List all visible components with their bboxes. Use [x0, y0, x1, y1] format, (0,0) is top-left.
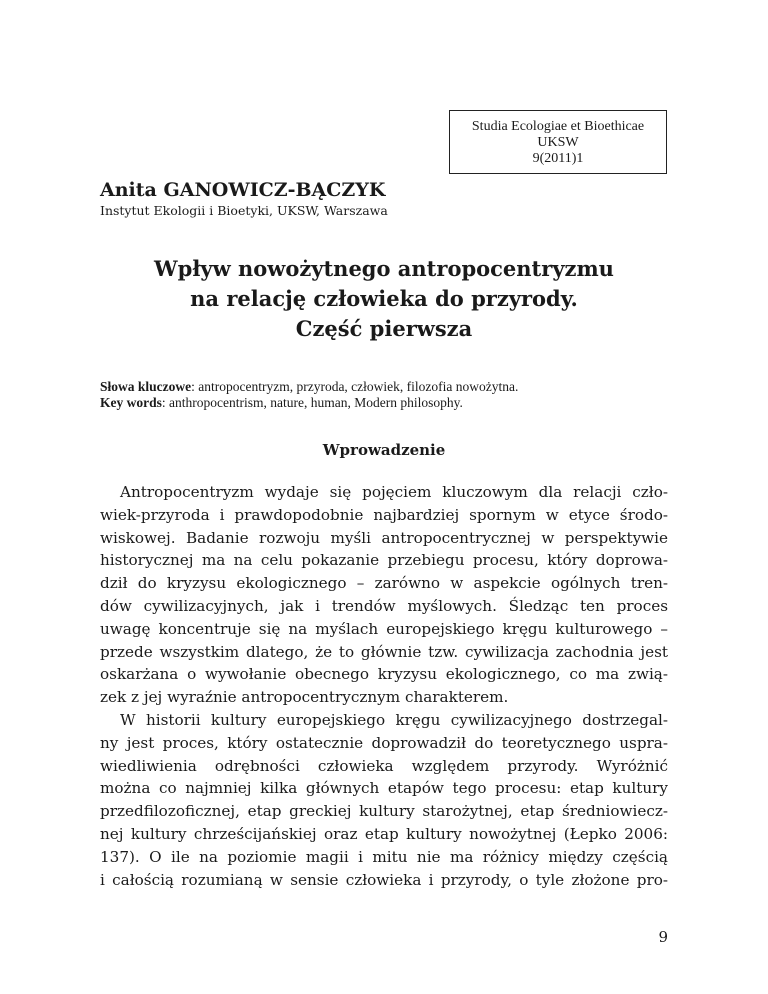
- keywords-polish-text: : antropocentryzm, przyroda, człowiek, filozofia nowożytna.: [191, 379, 519, 394]
- body-text: [100, 481, 668, 891]
- title-line-3: Część pierwsza: [295, 316, 473, 341]
- body-line: wiedliwienia odrębności człowieka względem przyrody. Wyróżnić: [100, 756, 668, 775]
- body-line: Antropocentryzm wydaje się pojęciem kluczowym dla relacji czło-: [120, 483, 668, 501]
- journal-publisher: UKSW: [537, 135, 579, 150]
- keywords-block: [100, 379, 518, 411]
- keywords-polish-label: Słowa kluczowe: [100, 379, 192, 394]
- body-line: 137). O ile na poziomie magii i mitu nie ma różnicy między częścią: [100, 847, 668, 866]
- body-line: nej kultury chrześcijańskiej oraz etap kultury nowożytnej (Łepko 2006:: [100, 824, 668, 843]
- body-line: wiek-przyroda i prawdopodobnie najbardziej spornym w etyce środo-: [100, 505, 668, 524]
- body-line: przede wszystkim dlatego, że to głównie tzw. cywilizacja zachodnia jest: [100, 642, 668, 661]
- article-title: [100, 254, 668, 344]
- author-affiliation: Instytut Ekologii i Bioetyki, UKSW, Warszawa: [100, 203, 388, 218]
- body-line: oskarżana o wywołanie obecnego kryzysu ekologicznego, co ma zwią-: [100, 665, 668, 684]
- keywords-polish: [100, 379, 518, 395]
- body-line: i całością rozumianą w sensie człowieka i przyrody, o tyle złożone pro-: [100, 870, 668, 889]
- body-line: uwagę koncentruje się na myślach europejskiego kręgu kulturowego –: [100, 619, 668, 638]
- body-line: można co najmniej kilka głównych etapów tego procesu: etap kultury: [100, 779, 668, 798]
- title-line-1: Wpływ nowożytnego antropocentryzmu: [154, 256, 614, 281]
- journal-info-box: [449, 110, 667, 174]
- author-name: Anita GANOWICZ-BĄCZYK: [100, 179, 386, 201]
- body-line: historycznej ma na celu pokazanie przebiegu procesu, który doprowa-: [100, 551, 668, 570]
- body-line: przedfilozoficznej, etap greckiej kultury starożytnej, etap średniowiecz-: [100, 802, 668, 821]
- body-line: dów cywilizacyjnych, jak i trendów myślowych. Śledząc ten proces: [100, 596, 668, 615]
- page-number: 9: [658, 928, 668, 946]
- section-heading: Wprowadzenie: [322, 441, 446, 459]
- body-line: ny jest proces, który ostatecznie doprowadził do teoretycznego uspra-: [100, 733, 668, 752]
- keywords-english-label: Key words: [100, 395, 162, 410]
- journal-name: Studia Ecologiae et Bioethicae: [471, 119, 645, 134]
- body-line: W historii kultury europejskiego kręgu cywilizacyjnego dostrzegal-: [120, 710, 668, 729]
- keywords-english-text: : anthropocentrism, nature, human, Modern philosophy.: [161, 395, 463, 410]
- body-line: dził do kryzysu ekologicznego – zarówno w aspekcie ogólnych tren-: [100, 574, 668, 593]
- keywords-english: [100, 395, 518, 411]
- journal-issue: 9(2011)1: [532, 151, 584, 166]
- body-line: zek z jej wyraźnie antropocentrycznym charakterem.: [100, 688, 509, 707]
- body-line: wiskowej. Badanie rozwoju myśli antropocentrycznej w perspektywie: [100, 528, 668, 547]
- title-line-2: na relację człowieka do przyrody.: [190, 286, 578, 311]
